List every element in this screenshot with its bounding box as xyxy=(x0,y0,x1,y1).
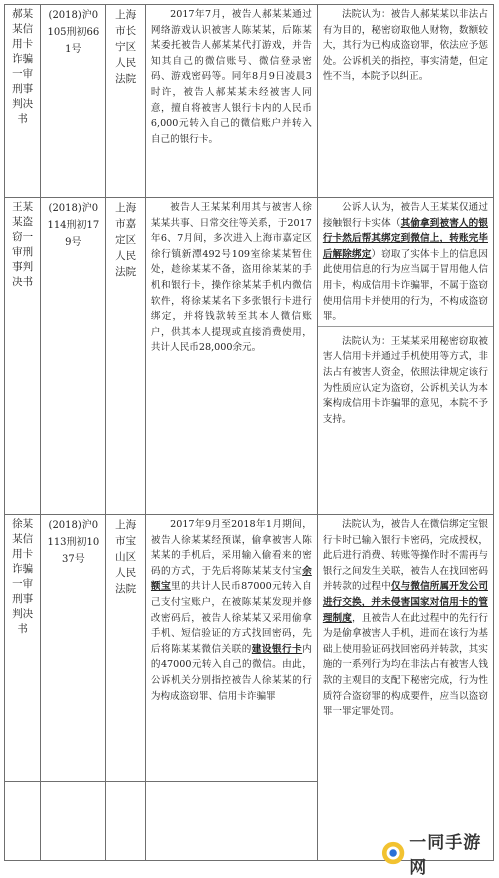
case-number-cell xyxy=(41,198,106,515)
case-facts: 2017年7月，被告人郝某某通过网络游戏认识被害人陈某某，后陈某某委托被告人郝某某代打游戏，并告知其自己的微信账号、微信登录密码、游戏密码等。同年8月9日凌晨3时许，被告人郝某某未经被害人同意，擅自将被害人银行卡内的人民币6,000元转入自己的微信账户并转入自己的银行卡。 xyxy=(150,9,312,145)
view-text: 法院认为，被告人在微信绑定宝银行卡时已输入银行卡密码，完成授权，此后进行消费、转账等操作时不需再与银行之间发生关联，被告人在找回密码并转款的过程中 xyxy=(322,519,488,593)
court-view-cell xyxy=(317,515,493,861)
judgment-comparison xyxy=(4,4,494,870)
view-highlight: 其偷拿到被害人的银行卡然后帮其绑定到微信上，转账完毕后解除绑定 xyxy=(322,217,488,260)
court-cell xyxy=(106,198,146,515)
court-name: 上海市宝山区人民法院 xyxy=(115,519,137,595)
court-name: 上海市长宁区人民法院 xyxy=(115,9,137,85)
cases-table xyxy=(4,4,494,861)
view-text: 法院认为：王某某采用秘密窃取被害人信用卡并通过手机使用等方式，非法占有被害人资金，依照法律规定该行为性质应认定为盗窃，公诉机关认为本案构成信用卡诈骗罪的意见，本院不予支持。 xyxy=(322,335,488,425)
facts-text: 内的47000元转入自己的微信。由此，公诉机关分别指控被告人徐某某的行为构成盗窃罪、信用卡诈骗罪 xyxy=(150,643,312,702)
case-number-cell xyxy=(41,5,106,198)
court-cell xyxy=(106,515,146,782)
case-title-cell xyxy=(5,5,41,198)
empty-cell xyxy=(145,782,317,861)
view-text: 法院认为：被告人郝某某以非法占有为目的，秘密窃取他人财物，数额较大，其行为已构成盗窃罪，依法应予惩处。公诉机关的指控，事实清楚，但定性不当，本院予以纠正。 xyxy=(322,9,488,83)
case-title-cell xyxy=(5,515,41,782)
court-view xyxy=(323,334,488,428)
facts-cell xyxy=(145,515,317,782)
court-view xyxy=(323,7,488,85)
prosecutor-view xyxy=(323,200,488,325)
view-text: ）窃取了实体卡上的信息因此使用信息的行为应当属于冒用他人信用卡，构成信用卡诈骗罪，不属于盗窃使用信用卡并使用的行为，不构成盗窃罪。 xyxy=(322,248,489,323)
case-title: 郝某某信用卡诈骗一审刑事判决书 xyxy=(12,8,34,125)
watermark xyxy=(381,833,493,878)
table-row xyxy=(5,198,494,515)
case-facts: 被告人王某某利用其与被害人徐某某共事、日常交往等关系，于2017年6、7月间，多次进入上海市嘉定区徐行镇新潭492号109室徐某某暂住处，趁徐某某不备，盗用徐某某的手机和银行卡，操作徐某某手机内微信软件，将徐某某名下多张银行卡进行绑定，并将钱款转至其本人微信账户，供其本人提现或直接消费使用，共计人民币28,000余元。 xyxy=(150,202,312,354)
court-view xyxy=(323,517,488,720)
case-title: 徐某某信用卡诈骗一审刑事判决书 xyxy=(12,518,34,635)
court-view-cell xyxy=(317,5,493,198)
watermark-text: 一同手游网 xyxy=(409,833,482,878)
case-number: (2018)沪0114刑初179号 xyxy=(47,203,100,248)
empty-cell xyxy=(106,782,146,861)
case-number-cell xyxy=(41,515,106,782)
court-cell xyxy=(106,5,146,198)
facts-text: 2017年9月至2018年1月期间，被告人徐某某经预谋，偷拿被害人陈某某的手机后，采用输入偷看来的密码的方式，于先后将陈某某支付宝 xyxy=(150,519,312,577)
case-facts xyxy=(151,517,312,704)
court-view-cell xyxy=(317,198,493,515)
facts-cell xyxy=(145,5,317,198)
view-highlight: 仅与微信所属开发公司进行交换，并未侵害国家对信用卡的管理制度 xyxy=(322,581,489,624)
empty-cell xyxy=(5,782,41,861)
court-name: 上海市嘉定区人民法院 xyxy=(115,202,137,278)
facts-highlight: 余额宝 xyxy=(150,565,312,593)
facts-cell xyxy=(145,198,317,515)
view-text: 公诉人认为，被告人王某某仅通过接触银行卡实体（ xyxy=(322,202,488,229)
table-row xyxy=(5,515,494,782)
divider xyxy=(318,326,493,334)
view-text: ，且被告人在此过程中的先行行为是偷拿被害人手机，进而在该行为基础上使用验证码找回密码并转款，其实施的一系列行为均在非法占有被害人钱款的主观目的支配下秘密完成，行为性质符合盗窃罪的构成要件，应当以盗窃罪一罪定罪处罚。 xyxy=(322,612,489,718)
case-number: (2018)沪0113刑初1037号 xyxy=(47,520,100,565)
empty-cell xyxy=(41,782,106,861)
table-row xyxy=(5,5,494,198)
case-title: 王某某盗窃一审刑事判决书 xyxy=(12,201,34,288)
case-title-cell xyxy=(5,198,41,515)
case-number: (2018)沪0105刑初661号 xyxy=(47,10,100,55)
yitong-logo-icon xyxy=(381,840,405,866)
facts-highlight: 建设银行卡 xyxy=(251,643,303,655)
facts-text: 里的共计人民币87000元转入自己支付宝账户，在被陈某某发现并修改密码后，被告人徐某某又采用偷拿手机、短信验证的方式找回密码，先后将陈某某微信关联的 xyxy=(150,581,312,655)
